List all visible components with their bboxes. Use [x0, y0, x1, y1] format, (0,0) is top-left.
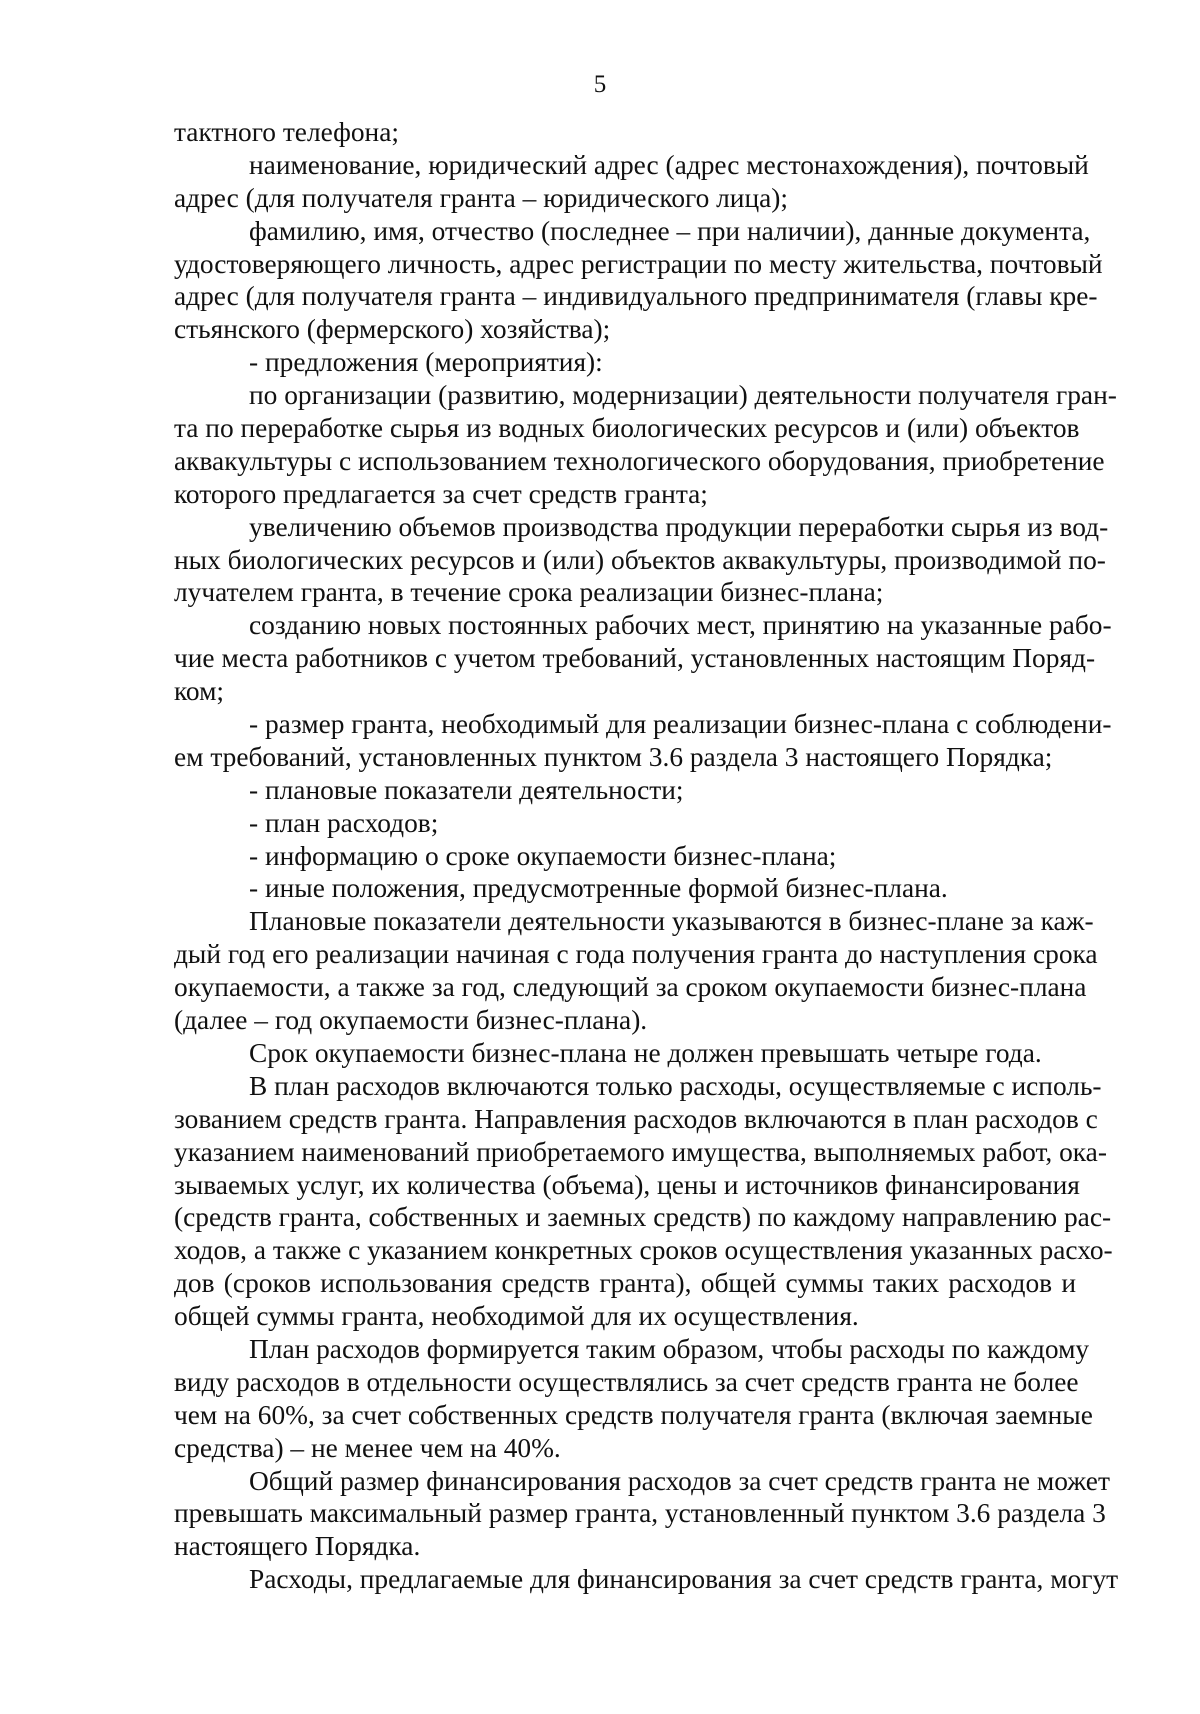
text-line: (далее – год окупаемости бизнес-плана).: [174, 1005, 648, 1036]
text-line: Плановые показатели деятельности указываются в бизнес-плане за каж-: [249, 906, 1094, 937]
text-line: В план расходов включаются только расходы, осуществляемые с исполь-: [249, 1070, 1102, 1101]
text-line: общей суммы гранта, необходимой для их осуществления.: [174, 1301, 859, 1332]
text-line: План расходов формируется таким образом, чтобы расходы по каждому: [249, 1333, 1090, 1364]
text-line: средства) – не менее чем на 40%.: [174, 1432, 561, 1463]
text-line: - предложения (мероприятия):: [249, 347, 603, 378]
text-line: адрес (для получателя гранта – юридического лица);: [174, 182, 788, 213]
text-line: дый год его реализации начиная с года получения гранта до наступления срока: [174, 939, 1098, 970]
text-line: - план расходов;: [249, 807, 439, 838]
text-line: лучателем гранта, в течение срока реализации бизнес-плана;: [174, 577, 884, 608]
text-line: по организации (развитию, модернизации) деятельности получателя гран-: [249, 380, 1117, 411]
text-line: Срок окупаемости бизнес-плана не должен превышать четыре года.: [249, 1037, 1042, 1068]
document-body: [174, 116, 1119, 1596]
text-line: тактного телефона;: [174, 117, 399, 147]
text-line: указанием наименований приобретаемого имущества, выполняемых работ, ока-: [174, 1136, 1107, 1167]
text-line: аквакультуры с использованием технологического оборудования, приобретение: [174, 445, 1105, 476]
text-line: чие места работников с учетом требований, установленных настоящим Поряд-: [174, 643, 1096, 674]
text-line: ком;: [174, 676, 225, 707]
text-line: стьянского (фермерского) хозяйства);: [174, 314, 611, 345]
text-line: Общий размер финансирования расходов за счет средств гранта не может: [249, 1465, 1110, 1496]
text-line: созданию новых постоянных рабочих мест, принятию на указанные рабо-: [249, 610, 1112, 641]
text-line: зованием средств гранта. Направления расходов включаются в план расходов с: [174, 1103, 1098, 1134]
text-line: - размер гранта, необходимый для реализации бизнес-плана с соблюдени-: [249, 709, 1112, 740]
text-line: дов (сроков использования средств гранта), общей суммы таких расходов и: [174, 1268, 1076, 1299]
text-line: виду расходов в отдельности осуществлялись за счет средств гранта не более: [174, 1366, 1079, 1397]
page-number: 5: [593, 71, 607, 98]
text-line: адрес (для получателя гранта – индивидуального предпринимателя (главы кре-: [174, 281, 1098, 312]
text-line: ем требований, установленных пунктом 3.6 раздела 3 настоящего Порядка;: [174, 741, 1053, 772]
text-line: фамилию, имя, отчество (последнее – при наличии), данные документа,: [249, 215, 1091, 246]
text-line: ных биологических ресурсов и (или) объектов аквакультуры, производимой по-: [174, 544, 1106, 575]
text-line: превышать максимальный размер гранта, установленный пунктом 3.6 раздела 3: [174, 1498, 1106, 1529]
text-line: зываемых услуг, их количества (объема), цены и источников финансирования: [174, 1169, 1080, 1200]
text-line: та по переработке сырья из водных биологических ресурсов и (или) объектов: [174, 413, 1080, 444]
text-line: окупаемости, а также за год, следующий за сроком окупаемости бизнес-плана: [174, 972, 1087, 1003]
text-line: которого предлагается за счет средств гранта;: [174, 478, 708, 509]
text-line: увеличению объемов производства продукции переработки сырья из вод-: [249, 511, 1109, 542]
text-line: - информацию о сроке окупаемости бизнес-плана;: [249, 840, 837, 871]
text-line: ходов, а также с указанием конкретных сроков осуществления указанных расхо-: [174, 1235, 1113, 1266]
text-line: - иные положения, предусмотренные формой бизнес-плана.: [249, 873, 948, 904]
text-line: удостоверяющего личность, адрес регистрации по месту жительства, почтовый: [174, 248, 1103, 279]
text-line: - плановые показатели деятельности;: [249, 774, 684, 805]
text-line: наименование, юридический адрес (адрес местонахождения), почтовый: [249, 149, 1089, 180]
text-line: настоящего Порядка.: [174, 1531, 421, 1562]
text-line: (средств гранта, собственных и заемных средств) по каждому направлению рас-: [174, 1202, 1112, 1233]
text-line: чем на 60%, за счет собственных средств получателя гранта (включая заемные: [174, 1399, 1093, 1430]
text-line: Расходы, предлагаемые для финансирования за счет средств гранта, могут: [249, 1564, 1119, 1595]
